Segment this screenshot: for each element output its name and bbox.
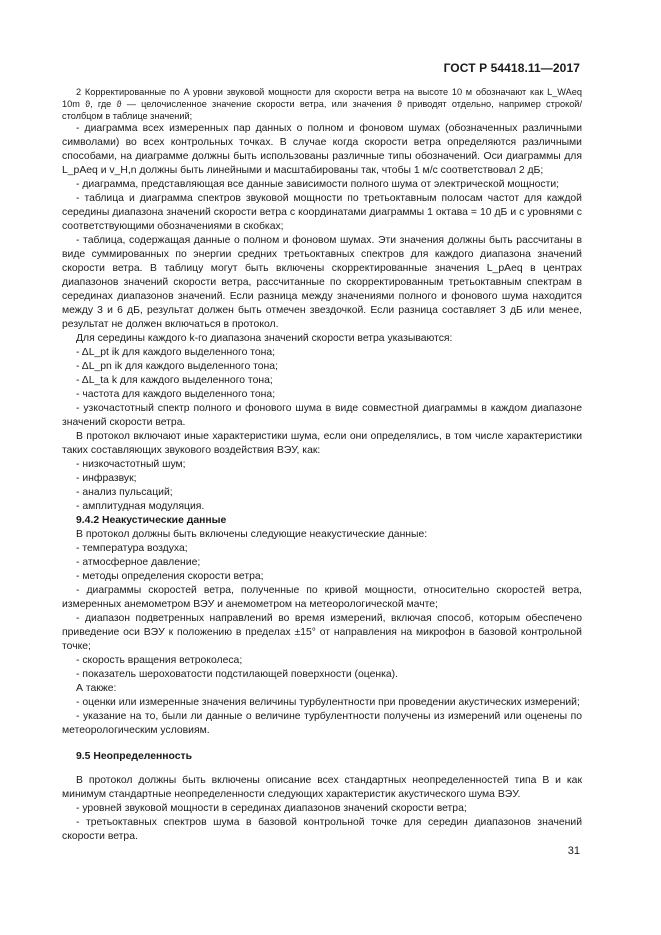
k-range-intro: Для середины каждого k-го диапазона значений скорости ветра указываются: <box>76 333 453 344</box>
section-heading-942: 9.4.2 Неакустические данные <box>76 515 227 526</box>
list-item: - третьоктавных спектров шума в базовой контрольной точке для середин диапазонов значений скорости ветра. <box>62 817 582 842</box>
list-item: - показатель шероховатости подстилающей поверхности (оценка). <box>76 669 399 680</box>
nonacoustic-intro: В протокол должны быть включены следующие неакустические данные: <box>76 529 428 540</box>
list-item: - низкочастотный шум; <box>76 459 186 470</box>
list-item: - ΔL_ta k для каждого выделенного тона; <box>76 375 273 386</box>
list-item: - анализ пульсаций; <box>76 487 173 498</box>
paragraph: - диаграмма всех измеренных пар данных о полном и фоновом шумах (обозначенных различными символами) во всех контрольных точках. В случае когда скорости ветра определяются различными способами, на диаграмме должны быть использованы различные типы обозначений. Оси диаграммы для L_pAeq и v_H,n должны быть линейными и масштабированы так, чтобы 1 м/с соответствовал 2 дБ; <box>62 123 582 176</box>
list-item: - уровней звуковой мощности в серединах диапазонов значений скорости ветра; <box>76 803 467 814</box>
list-item: - скорость вращения ветроколеса; <box>76 655 243 666</box>
page-number: 31 <box>567 845 580 857</box>
list-item: - частота для каждого выделенного тона; <box>76 389 276 400</box>
list-item: - указание на то, были ли данные о величине турбулентности получены из измерений или оценены по метеорологическим условиям. <box>62 711 582 736</box>
list-item: - ΔL_pt ik для каждого выделенного тона; <box>76 347 276 358</box>
uncertainty-intro: В протокол должны быть включены описание всех стандартных неопределенностей типа B и как минимум стандартные неопределенности следующих характеристик акустического шума ВЭУ. <box>62 775 582 800</box>
list-item: - диаграммы скоростей ветра, полученные по кривой мощности, относительно скоростей ветра, измеренных анемометром ВЭУ и анемометром на метеорологической мачте; <box>62 585 582 610</box>
paragraph: - таблица и диаграмма спектров звуковой мощности по третьоктавным полосам частот для каждой середины диапазона значений скорости ветра с координатами диаграммы 1 октава = 10 дБ и с уровнями с соответствующими обозначениями в скобках; <box>62 193 582 232</box>
paragraph: - таблица, содержащая данные о полном и фоновом шумах. Эти значения должны быть рассчитаны в виде суммированных по энергии средних третьоктавных спектров для каждого диапазона значений скорости ветра. В таблицу могут быть включены скорректированные значения L_pAeq в центрах диапазонов значений скорости ветра, рассчитанные по скорректированным третьоктавным спектрам в серединах диапазонов значений. Если разница между значениями полного и фонового шума находится между 3 и 6 дБ, результат должен быть отмечен звездочкой. Если разница составляет 3 дБ или менее, результат не должен включаться в протокол. <box>62 235 582 330</box>
also-label: А также: <box>76 683 117 694</box>
page-header: ГОСТ Р 54418.11—2017 <box>443 61 580 75</box>
other-intro: В протокол включают иные характеристики шума, если они определялись, в том числе характеристики таких составляющих звукового воздействия ВЭУ, как: <box>62 431 582 456</box>
list-item: - узкочастотный спектр полного и фонового шума в виде совместной диаграммы в каждом диапазоне значений скорости ветра. <box>62 403 582 428</box>
list-item: - ΔL_pn ik для каждого выделенного тона; <box>76 361 278 372</box>
document-body <box>62 86 582 844</box>
list-item: - амплитудная модуляция. <box>76 501 205 512</box>
note-2: 2 Корректированные по A уровни звуковой мощности для скорости ветра на высоте 10 м обозначают как L_WAeq 10m ϑ, где ϑ — целочисленное значение скорости ветра, или значения ϑ приводят отдельно, например строкой/столбцом в таблице значений; <box>62 87 582 121</box>
list-item: - оценки или измеренные значения величины турбулентности при проведении акустических измерений; <box>76 697 580 708</box>
list-item: - методы определения скорости ветра; <box>76 571 264 582</box>
list-item: - атмосферное давление; <box>76 557 201 568</box>
list-item: - температура воздуха; <box>76 543 188 554</box>
paragraph: - диаграмма, представляющая все данные зависимости полного шума от электрической мощности; <box>76 179 560 190</box>
list-item: - инфразвук; <box>76 473 137 484</box>
section-heading-95: 9.5 Неопределенность <box>76 751 192 762</box>
list-item: - диапазон подветренных направлений во время измерений, включая способ, которым обеспечено приведение оси ВЭУ к положению в пределах ±15° от направления на микрофон в базовой контрольной точке; <box>62 613 582 652</box>
